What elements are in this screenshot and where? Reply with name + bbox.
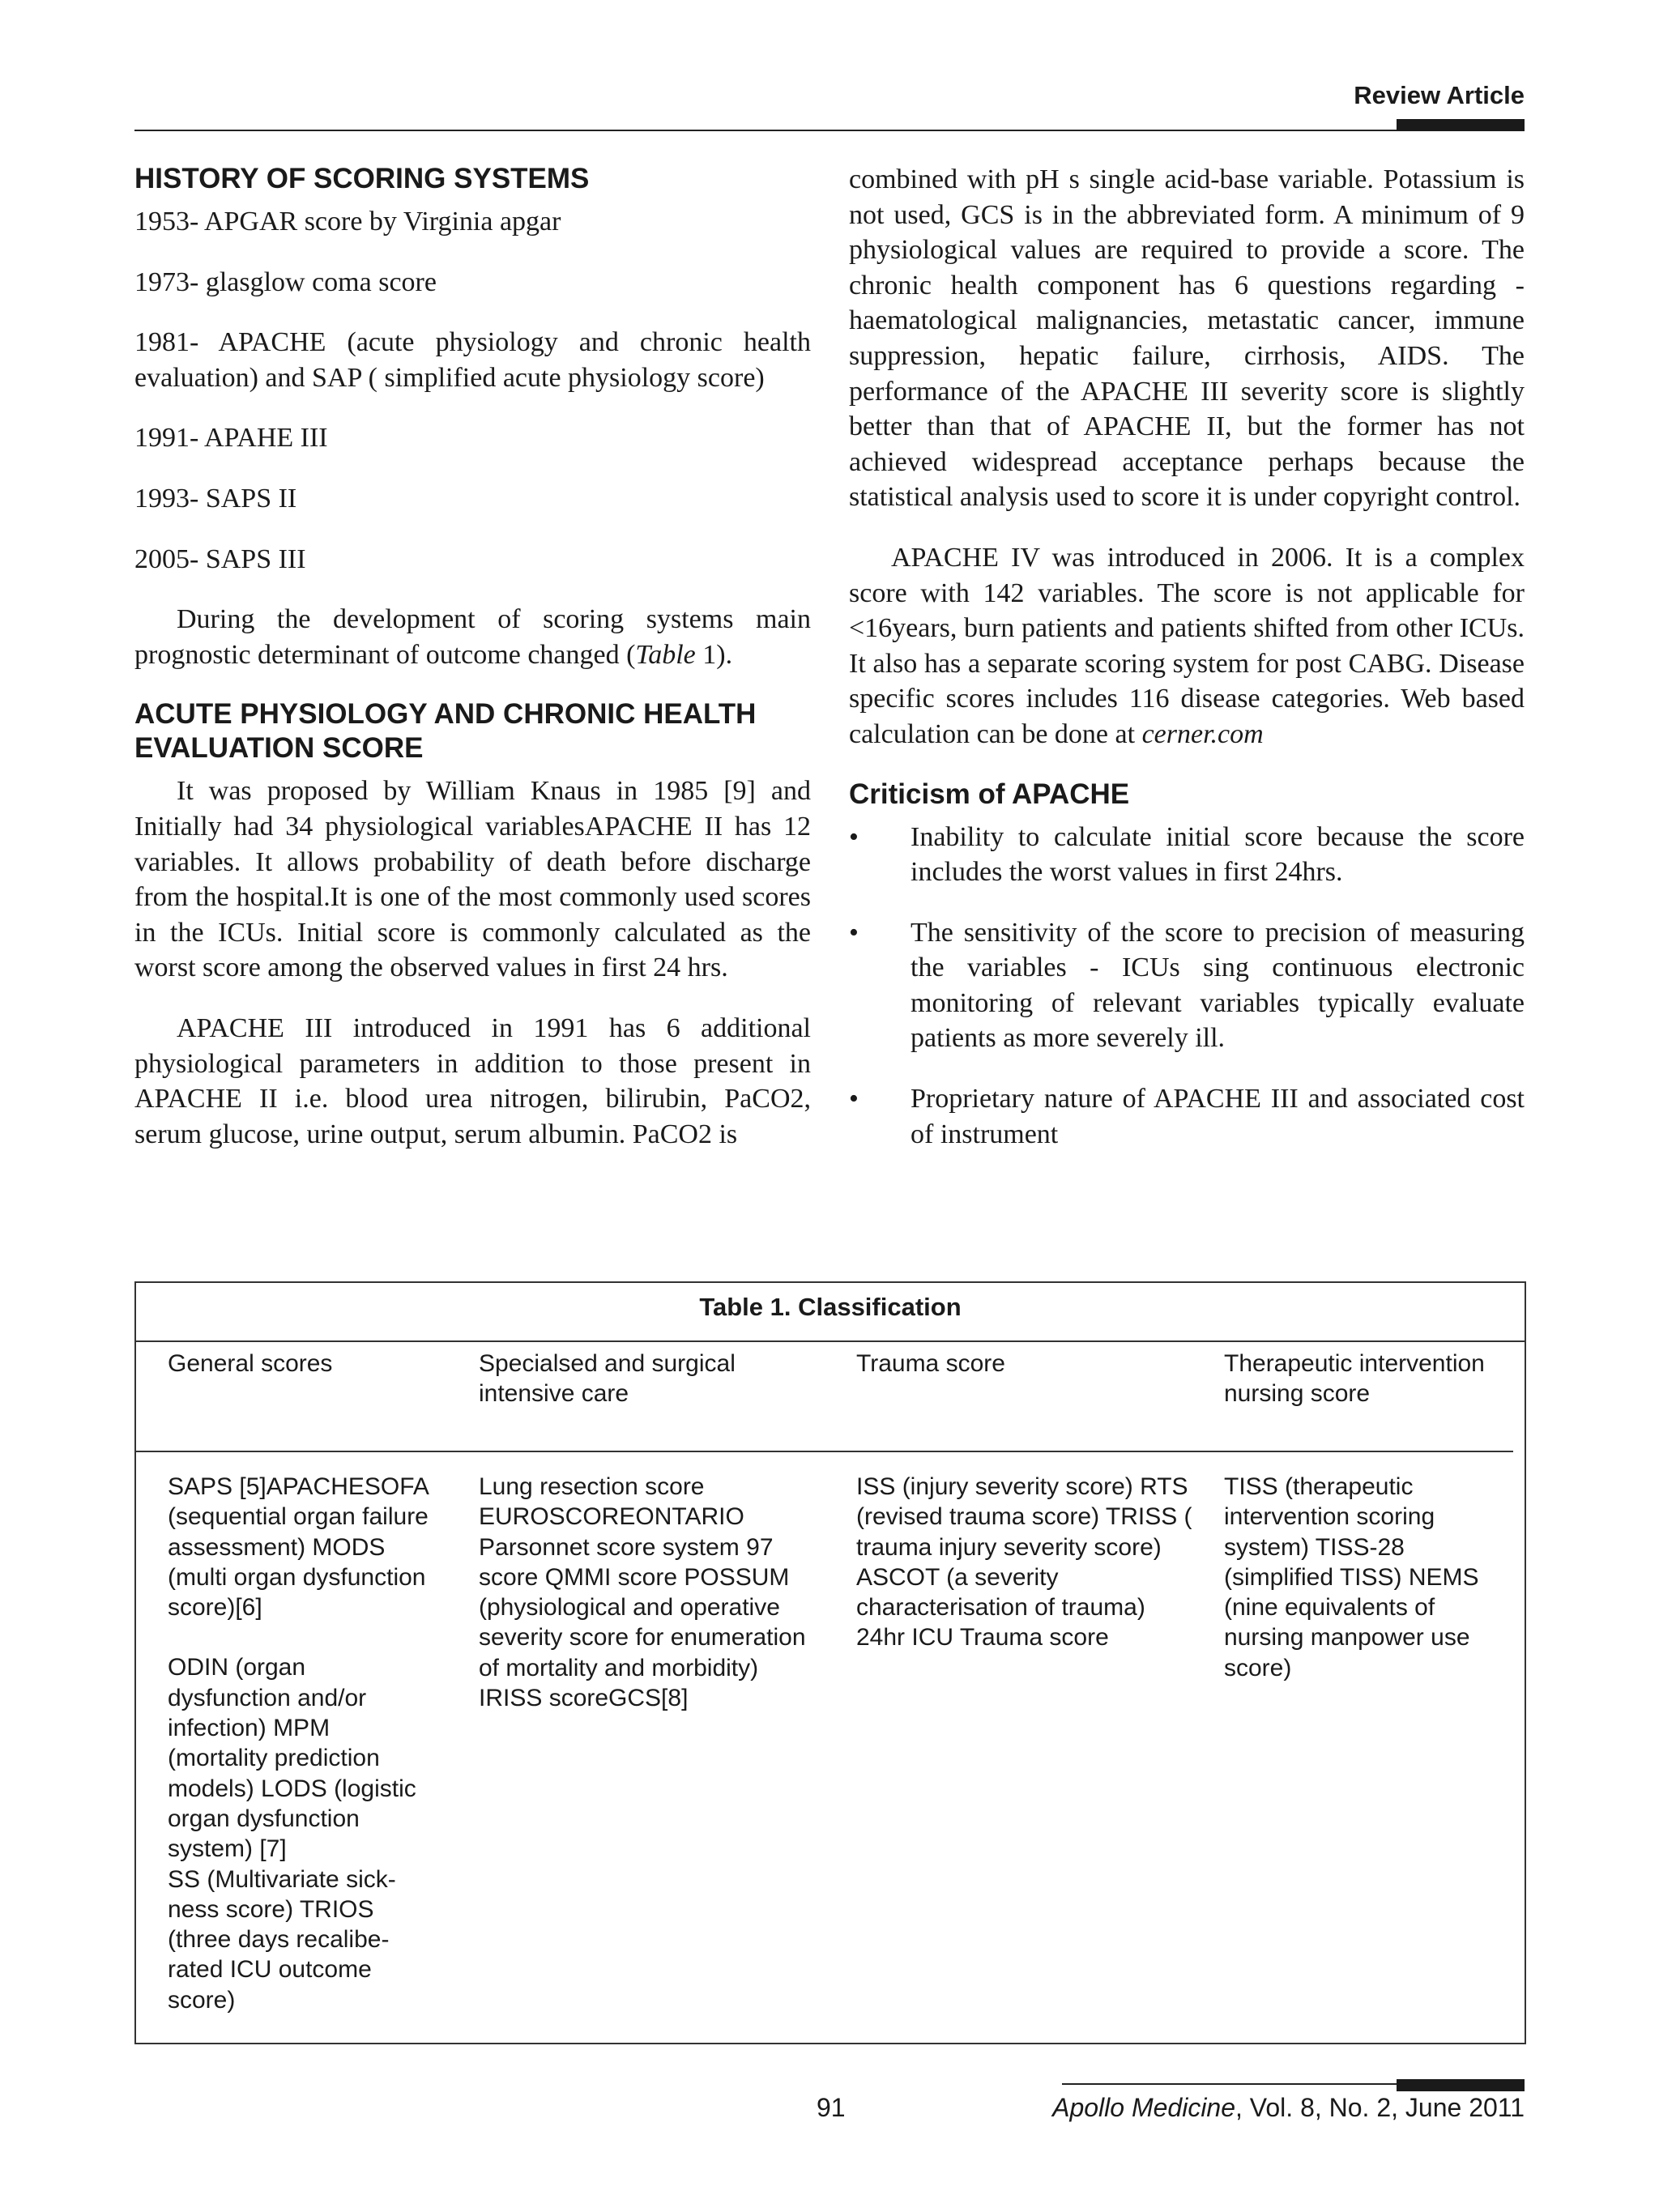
cell-specialised: Lung resection score EUROSCOREONTARIO Parsonnet score system 97 score QMMI score POSSUM (physiological and operative severity score for enumeration of mortality and morbidity) IRISS scoreGCS[8]: [479, 1473, 806, 1712]
development-text: During the development of scoring systems main prognostic determinant of outcome changed (: [134, 604, 811, 670]
cell-general-scores: [168, 1472, 435, 2015]
apache-iv-paragraph: [849, 540, 1525, 752]
knaus-paragraph: It was proposed by William Knaus in 1985 [9] and Initially had 34 physiological variablesAPACHE II has 12 variables. It allows probability of death before discharge from the hospital.It is one of the most commonly used scores in the ICUs. Initial score is commonly calculated as the worst score among the observed values in first 24 hrs.: [134, 776, 811, 983]
list-item-text: Inability to calculate initial score because the score includes the worst values in first 24hrs.: [911, 821, 1525, 888]
criticism-list: [849, 820, 1525, 1153]
timeline-item: 1981- APACHE (acute physiology and chronic health evaluation) and SAP ( simplified acute physiology score): [134, 327, 811, 393]
list-item: [849, 1081, 1525, 1152]
table-header-row: [136, 1342, 1513, 1452]
table-caption: Table 1. Classification: [136, 1283, 1525, 1342]
apache-iv-text: APACHE IV was introduced in 2006. It is a complex score with 142 variables. The score is not applicable for <16years, burn patients and patients shifted from other ICUs. It also has a separate scoring system for post CABG. Disease specific scores includes 116 disease categories. Web based calculation can be done at: [849, 542, 1525, 749]
bullet-icon: •: [849, 917, 859, 948]
development-paragraph: [134, 602, 811, 672]
cell-trauma: ISS (injury severity score) RTS (revised trauma score) TRISS ( trauma injury severity score) ASCOT (a severity characterisation of trauma) 24hr ICU Trauma score: [856, 1473, 1192, 1652]
header-general-scores: General scores: [168, 1350, 333, 1377]
timeline-item: 1991- APAHE III: [134, 423, 328, 454]
list-item: [849, 915, 1525, 1056]
journal-name: Apollo Medicine: [1052, 2093, 1236, 2122]
development-text-end: 1).: [695, 639, 733, 670]
cerner-link[interactable]: cerner.com: [1141, 718, 1264, 749]
timeline-item: 1973- glasglow coma score: [134, 266, 437, 297]
criticism-heading: Criticism of APACHE: [849, 778, 1130, 810]
apache-heading: ACUTE PHYSIOLOGY AND CHRONIC HEALTH EVALUATION SCORE: [134, 698, 757, 765]
journal-issue: , Vol. 8, No. 2, June 2011: [1235, 2093, 1525, 2122]
timeline-item: 1953- APGAR score by Virginia apgar: [134, 207, 561, 237]
footer-accent-bar: [1397, 2079, 1525, 2091]
apache-iii-paragraph: APACHE III introduced in 1991 has 6 additional physiological parameters in addition to those present in APACHE II i.e. blood urea nitrogen, bilirubin, PaCO2, serum glucose, urine output, serum albumin. PaCO2 is: [134, 1012, 811, 1149]
header-accent-bar: [1397, 119, 1525, 131]
header-rule: [134, 130, 1525, 131]
general-scores-group-1: SAPS [5]APACHESOFA (sequential organ failure assessment) MODS (multi organ dysfunction score)[6]: [168, 1473, 429, 1622]
continued-paragraph: combined with pH s single acid-base variable. Potassium is not used, GCS is in the abbreviated form. A minimum of 9 physiological values are required to provide a score. The chronic health component has 6 questions regarding - haematological malignancies, metastatic cancer, immune suppression, hepatic failure, cirrhosis, AIDS. The performance of the APACHE III severity score is slightly better than that of APACHE II, but the former has not achieved widespread acceptance perhaps because the statistical analysis used to score it is under copyright control.: [849, 164, 1525, 513]
running-header-label: Review Article: [1354, 81, 1525, 109]
header-therapeutic: Therapeutic intervention nursing score: [1224, 1350, 1485, 1408]
bullet-icon: •: [849, 1084, 859, 1115]
page-number: 91: [817, 2093, 846, 2122]
table-reference-link[interactable]: Table: [635, 639, 696, 670]
list-item: [849, 820, 1525, 890]
general-scores-group-2: ODIN (organ dysfunction and/or infection) MPM (mortality prediction models) LODS (logistic organ dysfunction system) [7]: [168, 1654, 416, 1863]
header-trauma: Trauma score: [856, 1350, 1005, 1377]
classification-table: [134, 1281, 1526, 2044]
left-column: [134, 162, 811, 1177]
list-item-text: The sensitivity of the score to precision of measuring the variables - ICUs sing continuous electronic monitoring of relevant variables typically evaluate patients as more severely ill.: [911, 917, 1525, 1054]
timeline-item: 1993- SAPS II: [134, 483, 297, 514]
journal-citation: [1052, 2093, 1525, 2123]
bullet-icon: •: [849, 821, 859, 852]
cell-therapeutic: TISS (therapeutic intervention scoring system) TISS-28 (simplified TISS) NEMS (nine equivalents of nursing manpower use score): [1224, 1473, 1479, 1681]
general-scores-group-3: SS (Multivariate sick-ness score) TRIOS (three days recalibe-rated ICU outcome score): [168, 1865, 396, 2014]
timeline-item: 2005- SAPS III: [134, 543, 306, 574]
header-specialised: Specialsed and surgical intensive care: [479, 1350, 736, 1408]
history-heading: HISTORY OF SCORING SYSTEMS: [134, 163, 590, 194]
right-column: [849, 162, 1525, 1177]
list-item-text: Proprietary nature of APACHE III and associated cost of instrument: [911, 1084, 1525, 1149]
